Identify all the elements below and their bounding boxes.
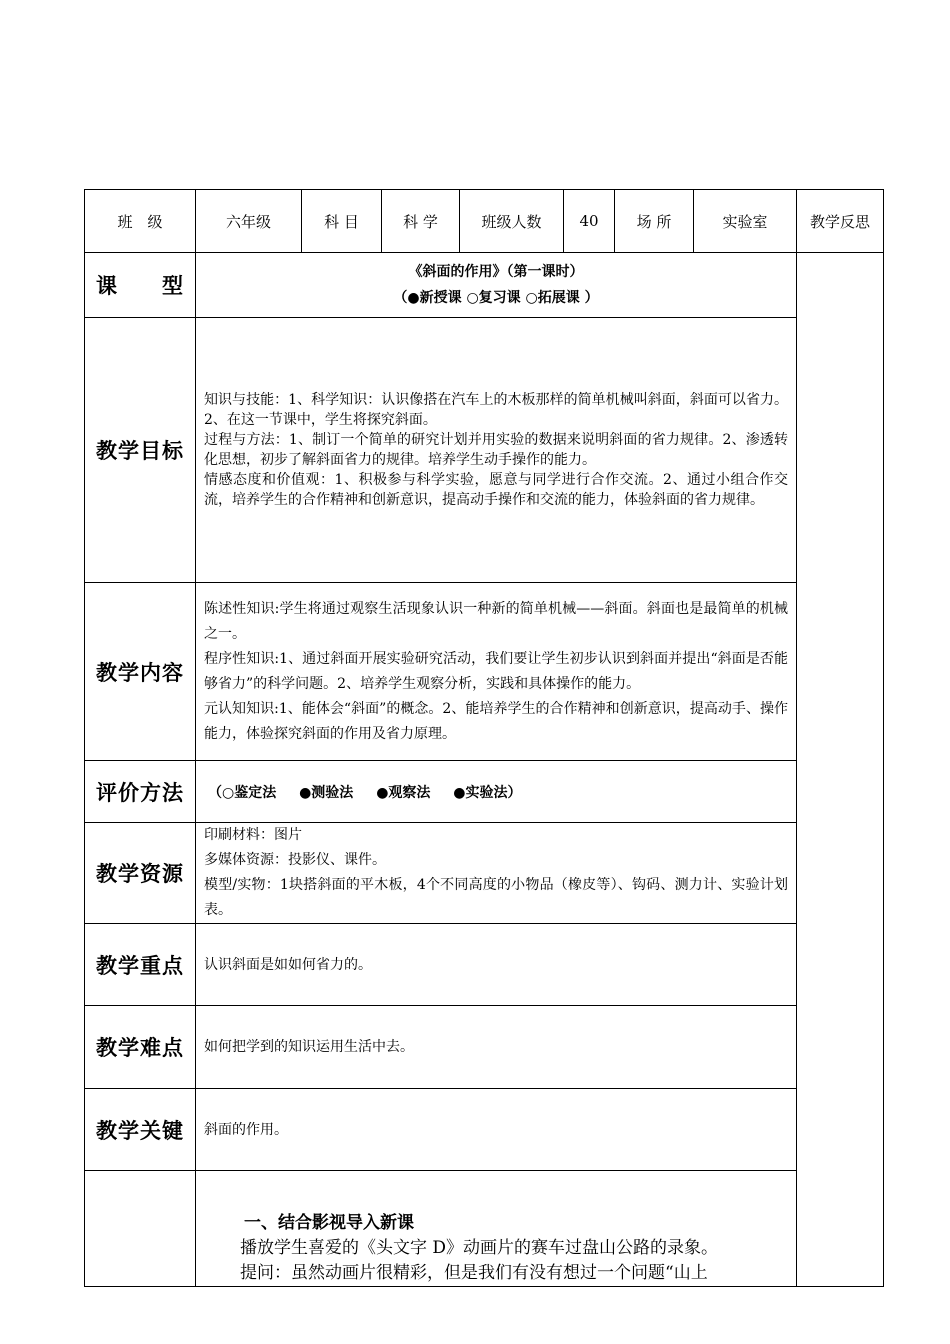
evaluation-row	[85, 761, 884, 823]
process-line-1: 播放学生喜爱的《头文字 D》动画片的赛车过盘山公路的录象。	[240, 1238, 719, 1258]
eval-experiment: ●实验法）	[453, 784, 522, 801]
content-metacognitive: 元认知知识:1、能体会“斜面”的概念。2、能培养学生的合作精神和创新意识，提高动手、操作能力，体验探究斜面的作用及省力原理。	[204, 700, 788, 742]
objectives-row	[85, 318, 884, 583]
lesson-type-label: 课 型	[85, 253, 196, 318]
eval-appraisal: （○鉴定法	[208, 784, 277, 801]
reflection-column	[797, 253, 884, 1287]
difficulty-row	[85, 1006, 884, 1089]
objectives-cell	[196, 318, 797, 583]
content-cell	[196, 583, 797, 761]
resource-models: 模型/实物：1块搭斜面的平木板，4个不同高度的小物品（橡皮等）、钩码、测力计、实验计划表。	[204, 877, 788, 918]
resources-cell	[196, 823, 797, 924]
place-value: 实验室	[694, 190, 797, 253]
resource-print: 印刷材料：图片	[204, 827, 302, 843]
evaluation-cell	[196, 761, 797, 823]
content-row	[85, 583, 884, 761]
process-line-2: 提问：虽然动画片很精彩，但是我们有没有想过一个问题“山上	[240, 1263, 708, 1283]
key-row	[85, 1089, 884, 1171]
evaluation-label: 评价方法	[85, 761, 196, 823]
process-cell	[196, 1171, 797, 1287]
key-label: 教学关键	[85, 1089, 196, 1171]
objective-process: 过程与方法：1、制订一个简单的研究计划并用实验的数据来说明斜面的省力规律。2、渗透转化思想，初步了解斜面省力的规律。培养学生动手操作的能力。	[204, 432, 788, 468]
objective-knowledge: 知识与技能：1、科学知识：认识像搭在汽车上的木板那样的简单机械叫斜面，斜面可以省力。2、在这一节课中，学生将探究斜面。	[204, 392, 788, 428]
content-declarative: 陈述性知识:学生将通过观察生活现象认识一种新的简单机械——斜面。斜面也是最简单的机械之一。	[204, 600, 788, 642]
process-label-cell	[85, 1171, 196, 1287]
lesson-title: 《斜面的作用》（第一课时）	[408, 264, 584, 280]
resource-media: 多媒体资源：投影仪、课件。	[204, 852, 386, 868]
lesson-type-cell	[196, 253, 797, 318]
class-value: 六年级	[196, 190, 302, 253]
content-procedural: 程序性知识:1、通过斜面开展实验研究活动，我们要让学生初步认识到斜面并提出“斜面是否能够省力”的科学问题。2、培养学生观察分析，实践和具体操作的能力。	[204, 650, 788, 692]
resources-label: 教学资源	[85, 823, 196, 924]
eval-observation: ●观察法	[376, 784, 431, 801]
reflection-label: 教学反思	[797, 190, 884, 253]
eval-test: ●测验法	[299, 784, 354, 801]
class-size-label: 班级人数	[460, 190, 564, 253]
header-row	[85, 190, 884, 253]
key-point-text: 认识斜面是如如何省力的。	[196, 924, 797, 1006]
resources-row	[85, 823, 884, 924]
key-point-row	[85, 924, 884, 1006]
lesson-type-options: （●新授课 ○复习课 ○拓展课 ）	[393, 290, 599, 306]
objectives-label: 教学目标	[85, 318, 196, 583]
difficulty-label: 教学难点	[85, 1006, 196, 1089]
content-label: 教学内容	[85, 583, 196, 761]
place-label: 场 所	[615, 190, 694, 253]
process-row	[85, 1171, 884, 1287]
key-text: 斜面的作用。	[196, 1089, 797, 1171]
key-point-label: 教学重点	[85, 924, 196, 1006]
lesson-plan-table	[84, 189, 884, 1287]
objective-attitude: 情感态度和价值观：1、积极参与科学实验，愿意与同学进行合作交流。2、通过小组合作交流，培养学生的合作精神和创新意识，提高动手操作和交流的能力，体验斜面的省力规律。	[204, 472, 788, 508]
subject-label: 科 目	[302, 190, 382, 253]
lesson-type-row	[85, 253, 884, 318]
class-label: 班 级	[85, 190, 196, 253]
class-size-value: 40	[564, 190, 615, 253]
subject-value: 科 学	[382, 190, 460, 253]
difficulty-text: 如何把学到的知识运用生活中去。	[196, 1006, 797, 1089]
process-heading: 一、结合影视导入新课	[244, 1213, 414, 1233]
